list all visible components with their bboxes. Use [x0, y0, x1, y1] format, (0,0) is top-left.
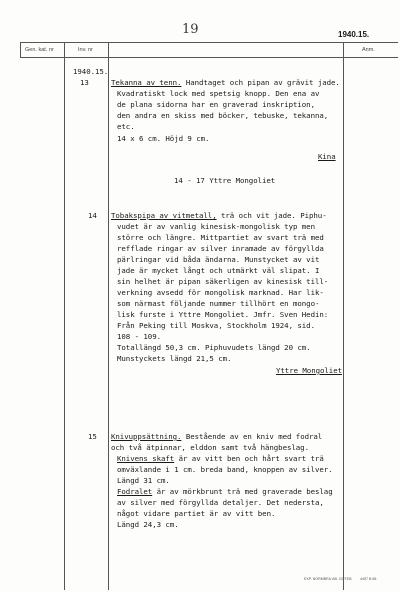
entry-14-line-6: jade är mycket långt och utmärkt väl slipat. I — [117, 266, 320, 275]
entry-14-line-2: vudet är av vanlig kinesisk-mongolisk typ men — [117, 222, 315, 231]
entry-14-line-3: större och längre. Mittpartiet av svart trä med — [117, 233, 324, 242]
entry-14-number: 14 — [88, 211, 97, 220]
entry-13-place: Kina — [318, 152, 336, 161]
entry-14-title: Tobakspipa av vitmetall, — [111, 211, 217, 220]
entry-15-line-8: något vidare partiet är av vitt ben. — [117, 509, 276, 518]
entry-14-line-8: verkning avsedd för mongolisk marknad. Har lik- — [117, 288, 324, 297]
entry-15-fodralet: Fodralet — [117, 487, 153, 496]
column-rule-2 — [108, 42, 109, 590]
entry-15-line-2: och två ätpinnar, elddon samt två hängbeslag. — [111, 443, 309, 452]
entry-14-line-11: Från Peking till Moskva, Stockholm 1924, sid. — [117, 321, 315, 330]
column-rule-3 — [343, 42, 344, 590]
column-rule-1 — [64, 42, 65, 590]
entry-15-line-9: Längd 24,3 cm. — [117, 520, 179, 529]
page-number: 19 — [182, 22, 199, 37]
entry-14-line-10: lisk furste i Yttre Mongoliet. Jmfr. Sven Hedin: — [117, 310, 329, 319]
footer-print-mark: EXP. NORMBRU AB. GÖTEB. — [304, 577, 353, 581]
entry-14-line-13: Totallängd 50,3 cm. Piphuvudets längd 20 cm. — [117, 343, 311, 352]
column-header-inv: Inv. nr — [78, 47, 93, 53]
header-bottom-rule — [20, 57, 398, 58]
entry-13-year: 1940.15. — [73, 67, 109, 76]
section-heading: 14 - 17 Yttre Mongoliet — [174, 176, 276, 185]
entry-14-line-12: 108 - 109. — [117, 332, 161, 341]
entry-13-line-1: Tekanna av tenn. Handtaget och pipan av grävit jade. — [111, 78, 340, 87]
entry-13-line-2: Kvadratiskt lock med spetsig knopp. Den ena av — [117, 89, 320, 98]
entry-14-line-9: som närmast följande nummer tillhört en mongo- — [117, 299, 320, 308]
entry-13-line-5: etc. — [117, 122, 135, 131]
entry-14-place: Yttre Mongoliet — [276, 366, 342, 375]
entry-15-title: Knivuppsättning. — [111, 432, 182, 441]
entry-13-number: 13 — [80, 78, 89, 87]
header-top-rule — [20, 42, 398, 43]
column-header-anm: Anm. — [362, 47, 375, 53]
entry-13-line-6: 14 x 6 cm. Höjd 9 cm. — [117, 134, 210, 143]
entry-15-line-1: Knivuppsättning. Bestående av en kniv med fodral — [111, 432, 323, 441]
entry-15-knivens-skaft: Knivens skaft — [117, 454, 175, 463]
header-date: 1940.15. — [338, 30, 370, 39]
left-rule — [20, 42, 21, 57]
entry-14-line-1: Tobakspipa av vitmetall, trä och vit jade. Piphu- — [111, 211, 327, 220]
entry-15-line-6: Fodralet är av mörkbrunt trä med graverade beslag — [117, 487, 333, 496]
column-header-gen-kat: Gen. kat. nr — [25, 47, 54, 53]
entry-15-line-4: omväxlande i 1 cm. breda band, knoppen av silver. — [117, 465, 333, 474]
entry-13-line-4: den andra en skiss med böcker, tebuske, tekanna, — [117, 111, 329, 120]
entry-13-title: Tekanna av tenn. — [111, 78, 182, 87]
entry-15-number: 15 — [88, 432, 97, 441]
entry-14-line-7: sin helhet är pipan säkerligen av kinesisk till- — [117, 277, 329, 286]
entry-13-line-3: de plana sidorna har en graverad inskription, — [117, 100, 315, 109]
entry-15-line-3: Knivens skaft är av vitt ben och hårt svart trä — [117, 454, 324, 463]
footer-form-number: 4457 B 68 — [360, 577, 377, 581]
entry-14-line-4: refflade ringar av silver inramade av förgyllda — [117, 244, 324, 253]
entry-14-line-14: Munstyckets längd 21,5 cm. — [117, 354, 232, 363]
entry-15-line-7: av silver med förgyllda detaljer. Det nedersta, — [117, 498, 324, 507]
entry-15-line-5: Längd 31 cm. — [117, 476, 170, 485]
entry-14-line-5: pärlringar vid båda ändarna. Munstycket av vit — [117, 255, 320, 264]
